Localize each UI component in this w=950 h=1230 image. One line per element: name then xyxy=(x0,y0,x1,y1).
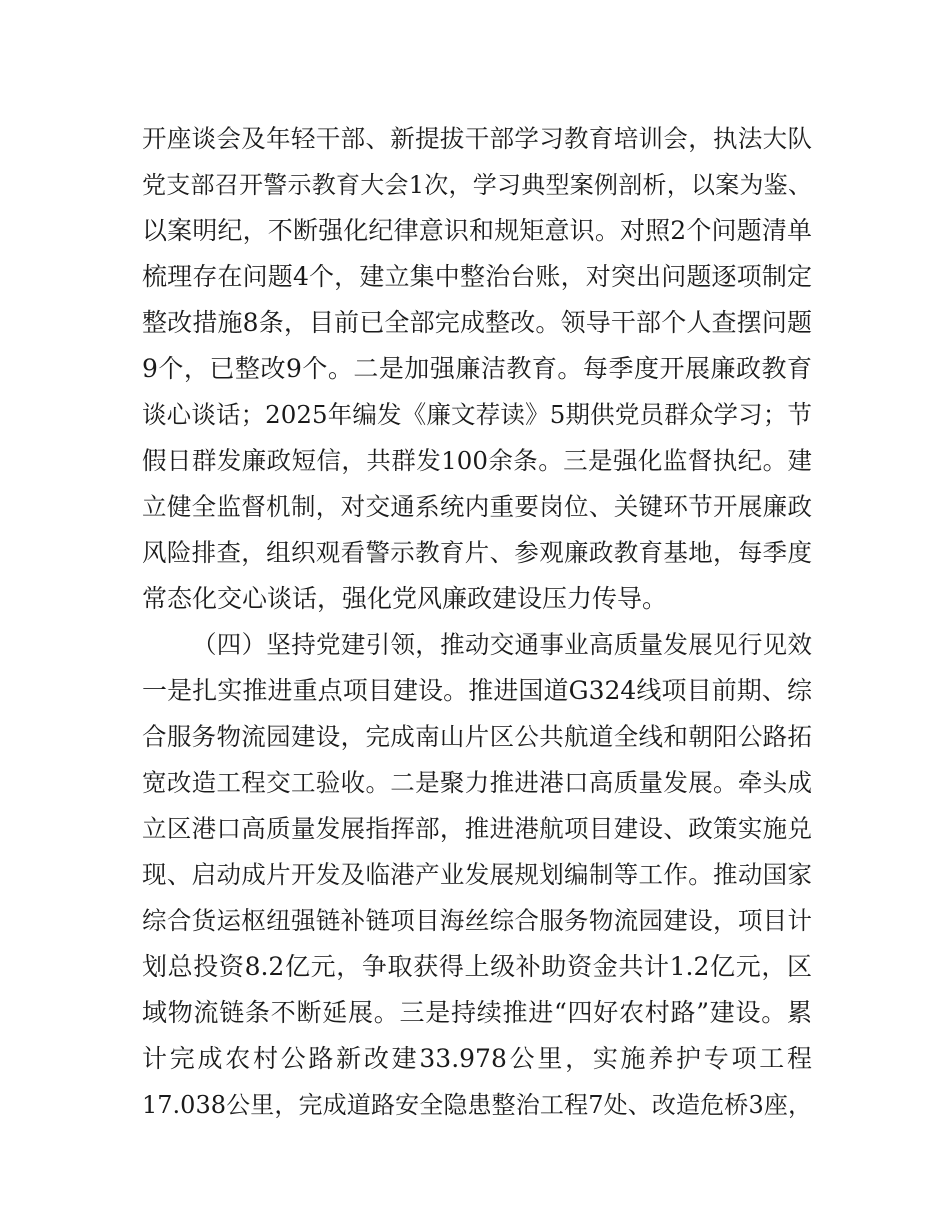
text-line: 常态化交心谈话，强化党风廉政建设压力传导。 xyxy=(142,584,668,613)
text-line: 整改措施8条，目前已全部完成整改。领导干部个人查摆问题 xyxy=(142,308,812,337)
text-line: 域物流链条不断延展。三是持续推进“四好农村路”建设。累 xyxy=(142,998,812,1027)
text-line: 合服务物流园建设，完成南山片区公共航道全线和朝阳公路拓 xyxy=(142,722,812,751)
text-line: 党支部召开警示教育大会1次，学习典型案例剖析，以案为鉴、 xyxy=(142,171,812,199)
text-line: 计完成农村公路新改建33.978公里，实施养护专项工程 xyxy=(142,1044,812,1073)
text-line: 以案明纪，不断强化纪律意识和规矩意识。对照2个问题清单 xyxy=(142,216,812,245)
text-line: 谈心谈话；2025年编发《廉文荐读》5期供党员群众学习；节 xyxy=(142,400,812,429)
text-line: 9个，已整改9个。二是加强廉洁教育。每季度开展廉政教育 xyxy=(142,354,812,383)
text-line: 梳理存在问题4个，建立集中整治台账，对突出问题逐项制定 xyxy=(142,262,812,291)
text-line: 划总投资8.2亿元，争取获得上级补助资金共计1.2亿元，区 xyxy=(142,952,812,981)
text-line: 一是扎实推进重点项目建设。推进国道G324线项目前期、综 xyxy=(142,676,812,705)
text-line: 立区港口高质量发展指挥部，推进港航项目建设、政策实施兑 xyxy=(142,814,812,843)
text-line: 综合货运枢纽强链补链项目海丝综合服务物流园建设，项目计 xyxy=(142,906,812,935)
text-line: 17.038公里，完成道路安全隐患整治工程7处、改造危桥3座， xyxy=(142,1091,812,1119)
text-line: 风险排查，组织观看警示教育片、参观廉政教育基地，每季度 xyxy=(142,538,812,567)
text-line: 现、启动成片开发及临港产业发展规划编制等工作。推动国家 xyxy=(142,860,812,889)
text-line: 立健全监督机制，对交通系统内重要岗位、关键环节开展廉政 xyxy=(142,492,812,521)
text-line: 宽改造工程交工验收。二是聚力推进港口高质量发展。牵头成 xyxy=(142,768,812,797)
section-heading: （四）坚持党建引领，推动交通事业高质量发展见行见效 xyxy=(192,630,812,659)
text-line: 假日群发廉政短信，共群发100余条。三是强化监督执纪。建 xyxy=(142,446,812,475)
text-line: 开座谈会及年轻干部、新提拔干部学习教育培训会，执法大队 xyxy=(142,124,812,153)
